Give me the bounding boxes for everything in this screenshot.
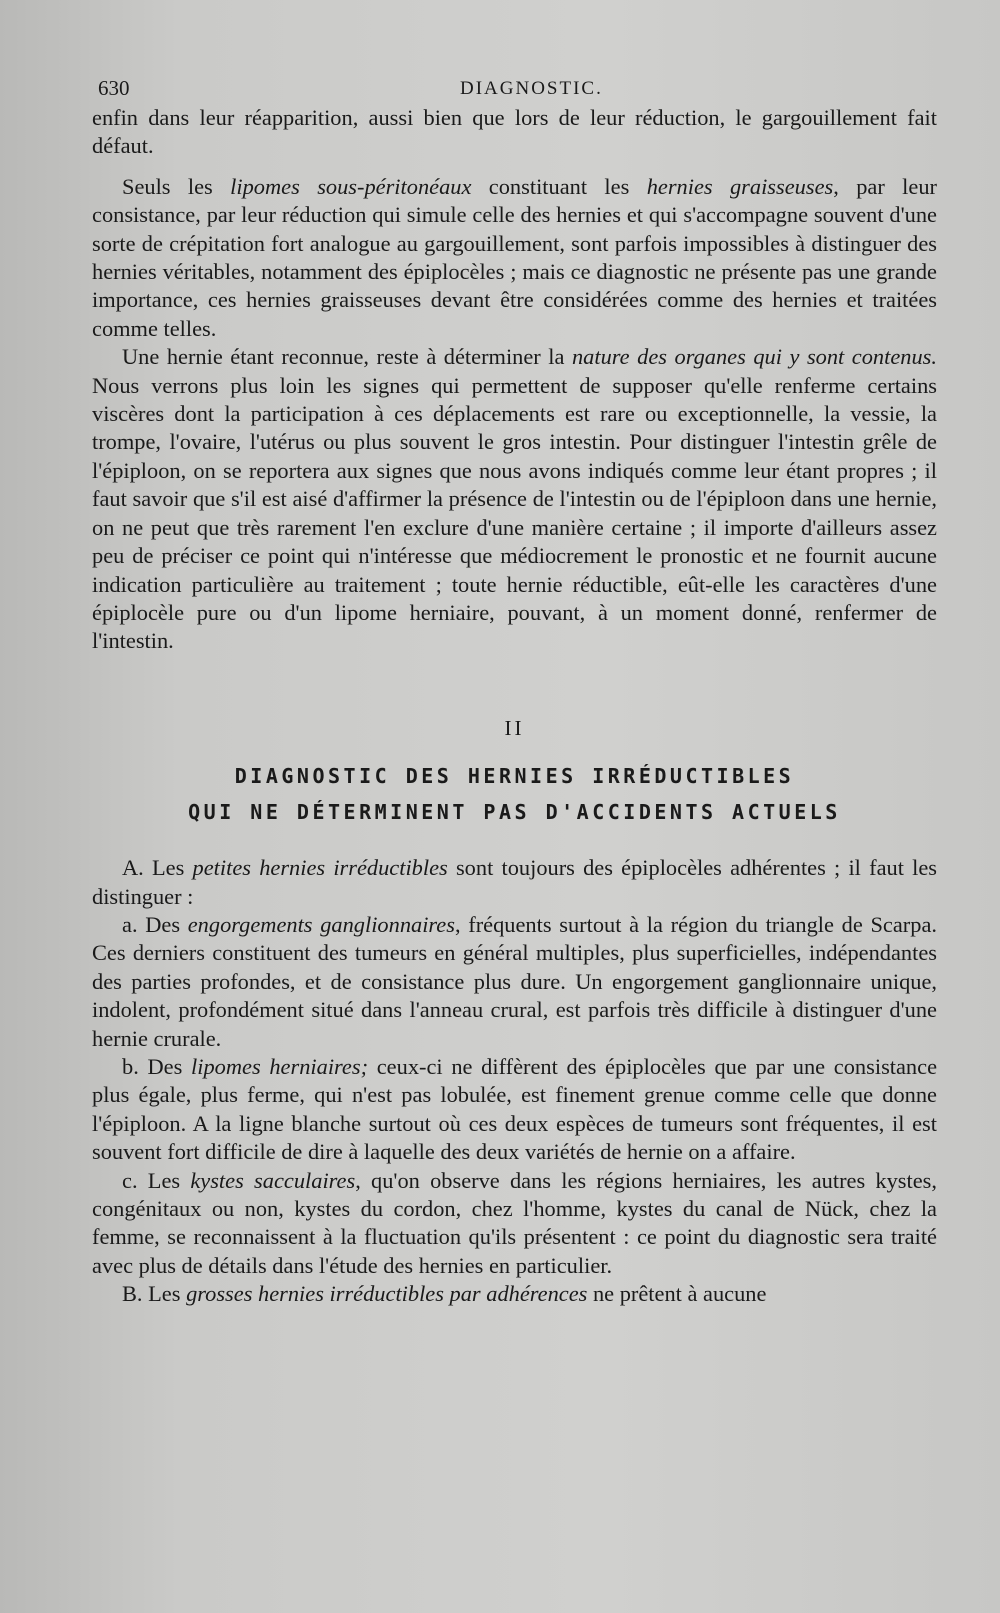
text-run: B. Les xyxy=(122,1281,187,1307)
paragraph-A xyxy=(92,854,937,911)
paragraph-lipomes xyxy=(92,173,937,343)
section-title-line: QUI NE DÉTERMINENT PAS D'ACCIDENTS ACTUELS xyxy=(188,800,841,825)
italic-term: engorgements ganglionnaires xyxy=(187,911,455,937)
paragraph-nature-organes xyxy=(92,343,937,655)
section-title xyxy=(92,758,937,830)
italic-term: grosses hernies irréductibles par adhérences xyxy=(186,1281,588,1307)
section-title-line: DIAGNOSTIC DES HERNIES IRRÉDUCTIBLES xyxy=(234,764,795,789)
italic-term: nature des organes qui y sont contenus. xyxy=(571,344,937,370)
page-header xyxy=(98,76,940,106)
section-number: II xyxy=(504,715,525,740)
italic-term: lipomes sous-péritonéaux xyxy=(230,173,472,199)
paragraph-c xyxy=(92,1167,937,1281)
italic-term: hernies graisseuses xyxy=(646,173,834,199)
text-run: , qu'on observe dans les régions herniaires, les autres kystes, congénitaux ou non, kystes du cordon, chez l'homme, kystes du canal de Nück, chez la femme, se reconnaissent à la fluctuation qu'ils présentent : ce point du diagnostic sera traité avec plus de détails dans l'étude des hernies en particulier. xyxy=(92,1167,937,1278)
body-text xyxy=(92,104,937,1309)
italic-term: lipomes herniaires; xyxy=(191,1053,369,1079)
text-run: c. Les xyxy=(122,1167,191,1193)
paragraph-a xyxy=(92,911,937,1053)
text-run: Seuls les xyxy=(122,173,231,199)
paragraph-B xyxy=(92,1280,937,1308)
paragraph-text: enfin dans leur réapparition, aussi bien que lors de leur réduction, le gargouillement fait défaut. xyxy=(92,105,937,159)
running-title: DIAGNOSTIC. xyxy=(460,78,603,99)
text-run: Nous verrons plus loin les signes qui permettent de supposer qu'elle renferme certains viscères dont la participation à ces déplacements est rare ou exceptionnelle, la vessie, la trompe, l'ovaire, l'utérus ou plus souvent le gros intestin. Pour distinguer l'intestin grêle de l'épiploon, on se reportera aux signes que nous avons indiqués comme leur étant propres ; il faut savoir que s'il est aisé d'affirmer la présence de l'intestin ou de l'épiploon dans une hernie, on ne peut que très rarement l'en exclure d'une manière certaine ; il importe d'ailleurs assez peu de préciser ce point qui n'intéresse que médiocrement le pronostic et ne fournit aucune indication particulière au traitement ; toute hernie réductible, eût-elle les caractères d'une épiplocèle pure ou d'un lipome herniaire, pouvant, à un moment donné, renfermer de l'intestin. xyxy=(92,372,937,654)
text-run: sont toujours des épiplocèles adhérentes ; il faut les distinguer : xyxy=(92,855,938,909)
italic-term: petites hernies irréductibles xyxy=(192,855,448,881)
text-run: Une hernie étant reconnue, reste à déterminer la xyxy=(122,344,572,370)
text-run: , fréquents surtout à la région du triangle de Scarpa. Ces derniers constituent des tumeurs en général multiples, plus superficielles, indépendantes des parties profondes, et de consistance plus dure. Un engorgement ganglionnaire unique, indolent, profondément situé dans l'anneau crural, est parfois très difficile à distinguer d'une hernie crurale. xyxy=(92,911,937,1051)
text-run: a. Des xyxy=(122,911,188,937)
paragraph-b xyxy=(92,1053,937,1167)
text-run: , par leur consistance, par leur réduction qui simule celle des hernies et qui s'accompagne souvent d'une sorte de crépitation fort analogue au gargouillement, sont parfois impossibles à distinguer des hernies véritables, notamment des épiplocèles ; mais ce diagnostic ne présente pas une grande importance, ces hernies graisseuses devant être considérées comme des hernies et traitées comme telles. xyxy=(92,173,937,341)
text-run: ne prêtent à aucune xyxy=(587,1281,767,1307)
text-run: constituant les xyxy=(471,173,647,199)
text-run: b. Des xyxy=(122,1053,192,1079)
page-number: 630 xyxy=(98,76,130,100)
paragraph-continuation xyxy=(92,104,937,161)
italic-term: kystes sacculaires xyxy=(190,1167,356,1193)
text-run: ceux-ci ne diffèrent des épiplocèles que par une consistance plus égale, plus ferme, qui n'est pas lobulée, est finement grenue comme celle que donne l'épiploon. A la ligne blanche surtout où ces deux espèces de tumeurs sont fréquentes, il est souvent fort difficile de dire à laquelle des deux variétés de hernie on a affaire. xyxy=(92,1053,938,1165)
text-run: A. Les xyxy=(122,855,193,881)
